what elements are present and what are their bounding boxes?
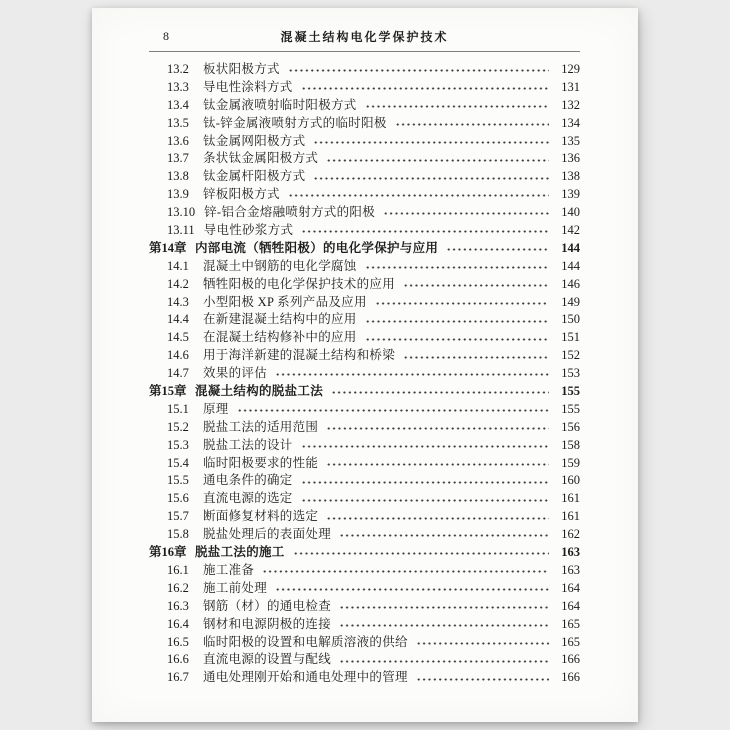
toc-entry-page: 149 xyxy=(561,294,580,309)
toc-entry-page: 131 xyxy=(561,79,580,94)
toc-entry-title: 施工前处理 xyxy=(203,580,268,595)
toc-leader-dots xyxy=(365,311,549,329)
toc-section-entry xyxy=(149,419,580,437)
toc-entry-page: 165 xyxy=(561,616,580,631)
toc-entry-page: 134 xyxy=(561,115,580,130)
toc-entry-page: 152 xyxy=(561,348,580,363)
running-title: 混凝土结构电化学保护技术 xyxy=(280,30,449,44)
toc-section-entry xyxy=(149,562,580,580)
toc-section-entry xyxy=(149,186,580,204)
toc-leader-dots xyxy=(403,276,549,294)
toc-section-entry xyxy=(149,455,580,473)
toc-entry-number: 16.3 xyxy=(167,598,189,613)
toc-entry-title: 直流电源的选定 xyxy=(203,491,293,506)
toc-entry-page: 135 xyxy=(561,133,580,148)
page-content xyxy=(149,28,580,687)
toc-entry-title: 导电性砂浆方式 xyxy=(203,223,294,238)
toc-entry-number: 13.8 xyxy=(167,169,189,184)
toc-entry-page: 166 xyxy=(561,670,580,685)
toc-section-entry xyxy=(149,97,580,115)
toc-entry-number: 14.7 xyxy=(167,366,189,381)
toc-entry-title: 通电条件的确定 xyxy=(203,473,293,488)
toc-entry-number: 13.11 xyxy=(167,223,195,238)
toc-leader-dots xyxy=(403,347,549,365)
toc-entry-title: 临时阳极的设置和电解质溶液的供给 xyxy=(203,634,408,649)
toc-entry-number: 13.7 xyxy=(167,151,189,166)
toc-entry-page: 163 xyxy=(561,562,580,577)
toc-entry-number: 14.6 xyxy=(167,348,189,363)
toc-section-entry xyxy=(149,365,580,383)
toc-entry-number: 16.5 xyxy=(167,634,189,649)
toc-section-entry xyxy=(149,490,580,508)
toc-entry-title: 导电性涂料方式 xyxy=(203,79,293,94)
toc-leader-dots xyxy=(395,115,549,133)
toc-entry-title: 脱盐工法的施工 xyxy=(195,545,285,560)
toc-entry-page: 144 xyxy=(561,240,580,255)
toc-entry-page: 153 xyxy=(561,366,580,381)
toc-leader-dots xyxy=(365,329,549,347)
toc-entry-page: 156 xyxy=(561,419,580,434)
toc-section-entry xyxy=(149,258,580,276)
toc-entry-number: 13.4 xyxy=(167,97,189,112)
toc-entry-title: 脱盐工法的适用范围 xyxy=(203,419,319,434)
toc-leader-dots xyxy=(301,79,549,97)
toc-section-entry xyxy=(149,133,580,151)
toc-entry-page: 146 xyxy=(561,276,580,291)
toc-entry-number: 16.7 xyxy=(167,670,189,685)
toc-section-entry xyxy=(149,347,580,365)
toc-entry-title: 混凝土中钢筋的电化学腐蚀 xyxy=(203,258,357,273)
toc-entry-title: 通电处理刚开始和通电处理中的管理 xyxy=(203,670,408,685)
toc-leader-dots xyxy=(416,634,549,652)
toc-entry-page: 129 xyxy=(561,62,580,76)
toc-leader-dots xyxy=(326,150,549,168)
toc-section-entry xyxy=(149,472,580,490)
toc-leader-dots xyxy=(339,526,549,544)
toc-entry-number: 13.10 xyxy=(167,205,196,220)
toc-leader-dots xyxy=(288,186,549,204)
toc-section-entry xyxy=(149,669,580,687)
toc-entry-title: 钢筋（材）的通电检查 xyxy=(203,598,332,613)
toc-entry-number: 13.6 xyxy=(167,133,189,148)
toc-leader-dots xyxy=(275,365,549,383)
toc-entry-number: 16.2 xyxy=(167,580,189,595)
toc-entry-page: 166 xyxy=(561,652,580,667)
toc-entry-number: 13.5 xyxy=(167,115,189,130)
toc-leader-dots xyxy=(313,133,549,151)
toc-entry-title: 钛金属杆阳极方式 xyxy=(203,169,306,184)
toc-section-entry xyxy=(149,222,580,240)
toc-entry-title: 牺牲阳极的电化学保护技术的应用 xyxy=(203,276,396,291)
toc-leader-dots xyxy=(375,294,549,312)
book-page xyxy=(92,8,638,722)
toc-entry-title: 施工准备 xyxy=(203,562,255,577)
toc-leader-dots xyxy=(326,419,549,437)
toc-leader-dots xyxy=(326,455,549,473)
toc-entry-title: 断面修复材料的选定 xyxy=(203,509,319,524)
toc-section-entry xyxy=(149,311,580,329)
toc-leader-dots xyxy=(275,580,549,598)
toc-leader-dots xyxy=(339,651,549,669)
toc-leader-dots xyxy=(301,222,549,240)
toc-section-entry xyxy=(149,580,580,598)
toc-entry-page: 140 xyxy=(561,205,580,220)
toc-entry-number: 13.2 xyxy=(167,62,189,76)
toc-section-entry xyxy=(149,150,580,168)
toc-chapter-entry xyxy=(149,240,580,258)
toc-entry-number: 15.3 xyxy=(167,437,189,452)
toc-entry-title: 原理 xyxy=(203,401,229,416)
toc-list xyxy=(149,61,580,687)
toc-section-entry xyxy=(149,329,580,347)
toc-entry-page: 144 xyxy=(561,258,580,273)
toc-entry-number: 15.2 xyxy=(167,419,189,434)
toc-entry-number: 13.9 xyxy=(167,187,189,202)
toc-section-entry xyxy=(149,616,580,634)
toc-entry-number: 15.4 xyxy=(167,455,189,470)
toc-section-entry xyxy=(149,526,580,544)
toc-entry-number: 13.3 xyxy=(167,79,189,94)
toc-entry-number: 14.5 xyxy=(167,330,189,345)
toc-entry-number: 14.1 xyxy=(167,258,189,273)
toc-section-entry xyxy=(149,79,580,97)
toc-entry-page: 162 xyxy=(561,527,580,542)
toc-section-entry xyxy=(149,508,580,526)
toc-entry-title: 钛金属网阳极方式 xyxy=(203,133,306,148)
toc-leader-dots xyxy=(293,544,549,562)
toc-entry-title: 效果的评估 xyxy=(203,366,268,381)
toc-entry-page: 142 xyxy=(561,223,580,238)
toc-entry-page: 158 xyxy=(561,437,580,452)
toc-entry-page: 159 xyxy=(561,455,580,470)
toc-entry-title: 钢材和电源阴极的连接 xyxy=(203,616,332,631)
toc-leader-dots xyxy=(365,97,549,115)
toc-entry-page: 138 xyxy=(561,169,580,184)
toc-section-entry xyxy=(149,437,580,455)
toc-leader-dots xyxy=(301,437,549,455)
toc-entry-number: 14.4 xyxy=(167,312,189,327)
toc-entry-title: 板状阳极方式 xyxy=(203,62,280,76)
toc-leader-dots xyxy=(326,508,549,526)
toc-leader-dots xyxy=(339,598,549,616)
toc-entry-title: 在新建混凝土结构中的应用 xyxy=(203,312,357,327)
toc-section-entry xyxy=(149,276,580,294)
toc-section-entry xyxy=(149,294,580,312)
toc-entry-title: 临时阳极要求的性能 xyxy=(203,455,319,470)
toc-entry-number: 16.1 xyxy=(167,562,189,577)
toc-entry-page: 161 xyxy=(561,509,580,524)
toc-entry-number: 第16章 xyxy=(149,545,187,560)
toc-entry-title: 脱盐处理后的表面处理 xyxy=(203,527,332,542)
toc-chapter-entry xyxy=(149,544,580,562)
toc-section-entry xyxy=(149,204,580,222)
toc-entry-page: 132 xyxy=(561,97,580,112)
toc-entry-title: 在混凝土结构修补中的应用 xyxy=(203,330,357,345)
page-number: 8 xyxy=(163,29,169,43)
toc-entry-number: 14.2 xyxy=(167,276,189,291)
toc-chapter-entry xyxy=(149,383,580,401)
toc-entry-number: 16.6 xyxy=(167,652,189,667)
toc-entry-page: 161 xyxy=(561,491,580,506)
toc-entry-title: 用于海洋新建的混凝土结构和桥梁 xyxy=(203,348,396,363)
toc-entry-title: 内部电流（牺牲阳极）的电化学保护与应用 xyxy=(195,240,439,255)
toc-entry-title: 条状钛金属阳极方式 xyxy=(203,151,319,166)
toc-entry-page: 139 xyxy=(561,187,580,202)
toc-section-entry xyxy=(149,598,580,616)
toc-entry-title: 小型阳极 XP 系列产品及应用 xyxy=(203,294,367,309)
toc-entry-title: 钛-锌金属液喷射方式的临时阳极 xyxy=(203,115,387,130)
toc-entry-number: 15.7 xyxy=(167,509,189,524)
toc-entry-page: 155 xyxy=(561,384,580,399)
toc-leader-dots xyxy=(383,204,549,222)
page-header xyxy=(149,28,580,46)
toc-section-entry xyxy=(149,634,580,652)
toc-leader-dots xyxy=(301,490,549,508)
toc-leader-dots xyxy=(365,258,549,276)
toc-leader-dots xyxy=(416,669,549,687)
toc-entry-title: 脱盐工法的设计 xyxy=(203,437,293,452)
toc-entry-number: 15.8 xyxy=(167,527,189,542)
toc-entry-number: 15.5 xyxy=(167,473,189,488)
toc-entry-title: 锌-铝合金熔融喷射方式的阳极 xyxy=(204,205,375,220)
toc-entry-title: 直流电源的设置与配线 xyxy=(203,652,332,667)
toc-entry-page: 164 xyxy=(561,598,580,613)
toc-entry-title: 锌板阳极方式 xyxy=(203,187,280,202)
toc-entry-number: 第14章 xyxy=(149,240,187,255)
header-rule xyxy=(149,51,580,52)
toc-leader-dots xyxy=(237,401,549,419)
toc-entry-page: 163 xyxy=(561,545,580,560)
toc-leader-dots xyxy=(331,383,549,401)
toc-entry-page: 150 xyxy=(561,312,580,327)
toc-entry-number: 14.3 xyxy=(167,294,189,309)
toc-leader-dots xyxy=(262,562,549,580)
toc-entry-number: 15.1 xyxy=(167,401,189,416)
toc-entry-title: 钛金属液喷射临时阳极方式 xyxy=(203,97,357,112)
toc-leader-dots xyxy=(301,472,549,490)
toc-leader-dots xyxy=(313,168,549,186)
toc-section-entry xyxy=(149,115,580,133)
toc-section-entry xyxy=(149,61,580,79)
toc-leader-dots xyxy=(339,616,549,634)
toc-leader-dots xyxy=(288,61,549,79)
toc-entry-page: 160 xyxy=(561,473,580,488)
toc-leader-dots xyxy=(446,240,549,258)
toc-entry-page: 155 xyxy=(561,401,580,416)
toc-entry-page: 151 xyxy=(561,330,580,345)
toc-entry-title: 混凝土结构的脱盐工法 xyxy=(195,384,324,399)
toc-entry-page: 164 xyxy=(561,580,580,595)
toc-section-entry xyxy=(149,401,580,419)
toc-entry-number: 第15章 xyxy=(149,384,187,399)
toc-entry-number: 16.4 xyxy=(167,616,189,631)
toc-section-entry xyxy=(149,651,580,669)
toc-entry-page: 136 xyxy=(561,151,580,166)
toc-section-entry xyxy=(149,168,580,186)
toc-entry-number: 15.6 xyxy=(167,491,189,506)
toc-entry-page: 165 xyxy=(561,634,580,649)
